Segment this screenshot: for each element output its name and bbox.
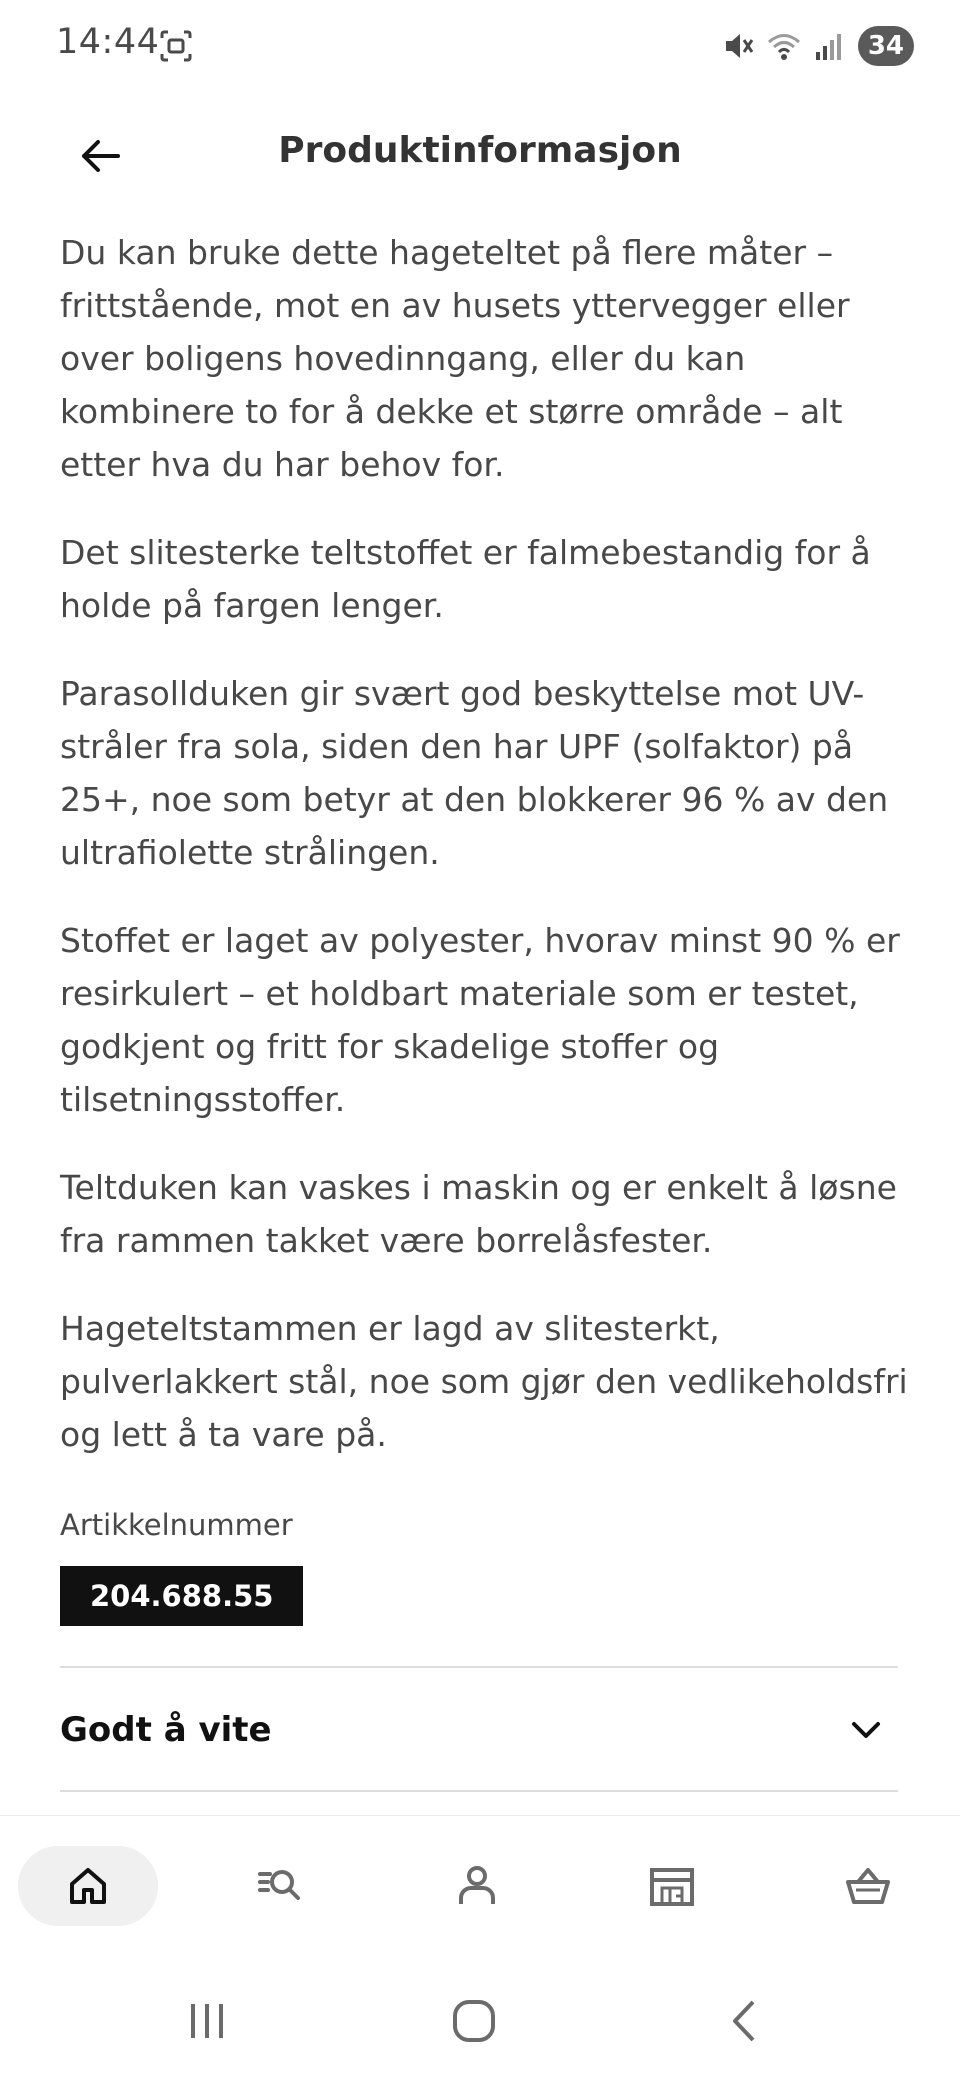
- description-paragraph: Teltduken kan vaskes i maskin og er enkelt å løsne fra rammen takket være borrelåsfester.: [60, 1168, 897, 1260]
- profile-icon: [453, 1862, 501, 1910]
- signal-icon: [812, 28, 848, 64]
- article-number-label: Artikkelnummer: [60, 1508, 293, 1542]
- description-paragraph: Stoffet er laget av polyester, hvorav minst 90 % er resirkulert – et holdbart materiale som er testet, godkjent og fritt for skadelige stoffer og tilsetningsstoffer.: [60, 921, 900, 1119]
- page-title: Produktinformasjon: [278, 130, 682, 171]
- nav-search[interactable]: [210, 1846, 350, 1926]
- accordion-title: Godt å vite: [60, 1710, 272, 1750]
- bottom-navigation: [0, 1815, 960, 1955]
- system-navigation: [0, 1955, 960, 2080]
- nav-home[interactable]: [18, 1846, 158, 1926]
- nav-basket[interactable]: [798, 1846, 938, 1926]
- description-paragraph: Hageteltstammen er lagd av slitesterkt, pulverlakkert stål, noe som gjør den vedlikeholdsfri og lett å ta vare på.: [60, 1309, 908, 1454]
- good-to-know-accordion[interactable]: [60, 1668, 898, 1792]
- back-system-button[interactable]: [710, 1991, 780, 2051]
- status-time: 14:44: [56, 22, 160, 62]
- divider: [60, 1790, 898, 1792]
- nav-store[interactable]: [602, 1846, 742, 1926]
- home-icon: [64, 1862, 112, 1910]
- mute-icon: [720, 28, 756, 64]
- status-bar: [0, 0, 960, 90]
- store-icon: [648, 1862, 696, 1910]
- home-system-button[interactable]: [440, 1991, 510, 2051]
- home-circle-icon: [445, 1996, 505, 2046]
- basket-icon: [844, 1862, 892, 1910]
- wifi-icon: [766, 28, 802, 64]
- recents-button[interactable]: [172, 1991, 242, 2051]
- battery-indicator: 34: [858, 26, 914, 66]
- chevron-down-icon: [848, 1712, 884, 1748]
- description-paragraph: Parasollduken gir svært god beskyttelse mot UV-stråler fra sola, siden den har UPF (solfaktor) på 25+, noe som betyr at den blokkerer 96 % av den ultrafiolette strålingen.: [60, 674, 889, 872]
- article-number: 204.688.55: [60, 1566, 303, 1626]
- back-chevron-icon: [715, 1996, 775, 2046]
- search-list-icon: [256, 1862, 304, 1910]
- product-description: [60, 226, 910, 1496]
- description-paragraph: Det slitesterke teltstoffet er falmebestandig for å holde på fargen lenger.: [60, 533, 871, 625]
- screenshot-icon: [158, 28, 194, 64]
- status-icons: [720, 24, 914, 68]
- description-paragraph: Du kan bruke dette hageteltet på flere måter – frittstående, mot en av husets yttervegger eller over boligens hovedinngang, eller du kan kombinere to for å dekke et større område – alt etter hva du har behov for.: [60, 233, 850, 484]
- recents-icon: [177, 1996, 237, 2046]
- nav-profile[interactable]: [407, 1846, 547, 1926]
- app-header: [0, 110, 960, 200]
